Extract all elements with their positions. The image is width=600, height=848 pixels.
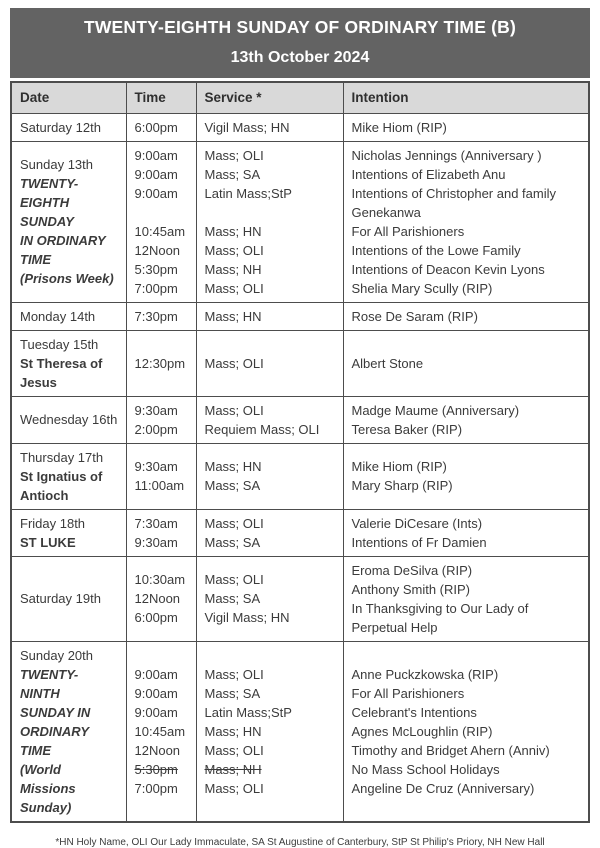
cell-line: Latin Mass;StP xyxy=(204,185,292,201)
cell-line: Mass; OLI xyxy=(204,515,264,531)
intention-cell xyxy=(343,113,589,141)
cell-line: 12:30pm xyxy=(134,355,186,371)
cell-line: 12Noon xyxy=(134,242,181,258)
cell-line: Vigil Mass; HN xyxy=(204,610,290,625)
cell-line: No Mass School Holidays xyxy=(351,761,500,777)
cell-line: Shelia Mary Scully (RIP) xyxy=(351,280,493,296)
cell-line: Mass; SA xyxy=(204,166,261,182)
time-cell xyxy=(126,141,196,302)
cell-line: (Prisons Week) xyxy=(20,271,114,286)
cell-line: 7:30am xyxy=(134,515,178,531)
cell-line: Teresa Baker (RIP) xyxy=(351,421,463,437)
cell-line: 9:00am xyxy=(134,185,178,201)
cell-line: ORDINARY TIME xyxy=(20,723,89,758)
cell-line: 9:30am xyxy=(134,459,178,474)
date-cell xyxy=(11,443,126,509)
intention-cell xyxy=(343,330,589,396)
table-row xyxy=(11,141,589,302)
cell-line: Mass; OLI xyxy=(204,666,264,682)
service-cell xyxy=(196,641,343,822)
cell-line: 9:30am xyxy=(134,402,178,418)
cell-line: Saturday 12th xyxy=(20,119,101,135)
date-cell xyxy=(11,330,126,396)
cell-line: Vigil Mass; HN xyxy=(204,119,290,135)
cell-line: TIME xyxy=(20,252,52,267)
cell-line: Mass; OLI xyxy=(204,280,264,296)
cell-line: Mass; OLI xyxy=(204,742,264,758)
time-cell xyxy=(126,556,196,641)
cell-line: For All Parishioners xyxy=(351,223,465,239)
cell-line: EIGHTH SUNDAY xyxy=(20,195,74,229)
cell-line: 7:00pm xyxy=(134,280,178,296)
table-row xyxy=(11,396,589,443)
cell-line: 9:00am xyxy=(134,147,178,163)
cell-line: 6:00pm xyxy=(134,119,178,135)
date-cell xyxy=(11,556,126,641)
service-cell xyxy=(196,396,343,443)
column-header-service: Service * xyxy=(196,82,343,113)
cell-line: 7:30pm xyxy=(134,308,178,324)
column-header-intention: Intention xyxy=(343,82,589,113)
cell-line: 11:00am xyxy=(134,478,185,493)
cell-line: St Theresa of xyxy=(20,355,103,371)
intention-cell xyxy=(343,396,589,443)
cell-line: (World Missions xyxy=(20,761,76,796)
cell-line: Mass; OLI xyxy=(204,572,264,587)
cell-line: Anne Puckzkowska (RIP) xyxy=(351,666,499,682)
table-row xyxy=(11,330,589,396)
service-cell xyxy=(196,443,343,509)
page-title: TWENTY-EIGHTH SUNDAY OF ORDINARY TIME (B) xyxy=(83,17,517,37)
time-cell xyxy=(126,509,196,556)
cell-line: Friday 18th xyxy=(20,515,86,531)
cell-line: Intentions of the Lowe Family xyxy=(351,242,521,258)
intention-cell xyxy=(343,302,589,330)
date-cell xyxy=(11,509,126,556)
cell-line: 10:45am xyxy=(134,723,186,739)
cell-line: Mass; OLI xyxy=(204,355,264,371)
cell-line: Perpetual Help xyxy=(351,619,438,635)
cell-line: 6:00pm xyxy=(134,610,178,625)
cell-line: Intentions of Deacon Kevin Lyons xyxy=(351,261,545,277)
cell-line: Valerie DiCesare (Ints) xyxy=(351,515,483,531)
cell-line: Intentions of Elizabeth Anu xyxy=(351,166,506,182)
cell-line: 9:00am xyxy=(134,666,178,682)
intention-cell xyxy=(343,509,589,556)
cell-line: In Thanksgiving to Our Lady of xyxy=(351,600,529,616)
cell-line: Mass; SA xyxy=(204,685,261,701)
cell-line: Thursday 17th xyxy=(20,449,104,465)
cell-line xyxy=(135,203,188,222)
cell-line xyxy=(205,203,335,222)
cell-line: Eroma DeSilva (RIP) xyxy=(351,562,473,578)
cell-line: Albert Stone xyxy=(351,355,424,371)
cell-line: 9:00am xyxy=(134,704,178,720)
service-cell xyxy=(196,141,343,302)
cell-line: 9:00am xyxy=(134,685,178,701)
table-row xyxy=(11,302,589,330)
cell-line: Mass; SA xyxy=(204,591,261,606)
service-cell xyxy=(196,330,343,396)
cell-line: Timothy and Bridget Ahern (Anniv) xyxy=(351,742,550,758)
intention-cell xyxy=(343,641,589,822)
cell-line: Mass; OLI xyxy=(204,147,264,163)
cell-line: Saturday 19th xyxy=(20,591,101,606)
cell-line: Antioch xyxy=(20,487,69,503)
cell-line: Mass; SA xyxy=(204,534,261,550)
cell-line: Intentions of Christopher and family xyxy=(351,185,556,201)
cell-line: 12Noon xyxy=(134,591,181,606)
cell-line: Rose De Saram (RIP) xyxy=(351,308,478,324)
cell-line: Genekanwa xyxy=(351,204,421,220)
cell-line: Madge Maume (Anniversary) xyxy=(351,402,520,418)
cell-line: 9:00am xyxy=(134,166,178,182)
table-row xyxy=(11,641,589,822)
cell-line: Mike Hiom (RIP) xyxy=(351,119,447,135)
column-header-time: Time xyxy=(126,82,196,113)
cell-line: Mike Hiom (RIP) xyxy=(351,459,447,474)
cell-line: Mass; OLI xyxy=(204,242,264,258)
intention-cell xyxy=(343,443,589,509)
mass-schedule-table xyxy=(10,81,590,823)
page-subtitle-date: 13th October 2024 xyxy=(230,49,370,66)
cell-line: Mass; NH xyxy=(204,761,262,777)
cell-line: TWENTY-NINTH xyxy=(20,666,79,701)
cell-line: Agnes McLoughlin (RIP) xyxy=(351,723,493,739)
cell-line: Nicholas Jennings (Anniversary ) xyxy=(351,147,542,163)
intention-cell xyxy=(343,141,589,302)
cell-line: 10:30am xyxy=(134,572,186,587)
cell-line: IN ORDINARY xyxy=(20,233,106,248)
service-cell xyxy=(196,113,343,141)
schedule-table-body xyxy=(11,113,589,822)
cell-line: Mass; HN xyxy=(204,723,262,739)
cell-line: Mass; OLI xyxy=(204,402,264,418)
cell-line: 7:00pm xyxy=(134,780,178,796)
cell-line: Sunday) xyxy=(20,799,72,815)
column-header-date: Date xyxy=(11,82,126,113)
date-cell xyxy=(11,141,126,302)
cell-line: Requiem Mass; OLI xyxy=(204,421,320,437)
cell-line: Mass; SA xyxy=(204,478,261,493)
cell-line: 5:30pm xyxy=(134,261,178,277)
cell-line: 2:00pm xyxy=(134,421,178,437)
table-row xyxy=(11,509,589,556)
abbreviations-footnote: *HN Holy Name, OLI Our Lady Immaculate, SA St Augustine of Canterbury, StP St Philip's Priory, NH New Hall xyxy=(55,836,545,848)
cell-line: Intentions of Fr Damien xyxy=(351,534,487,550)
cell-line: ST LUKE xyxy=(20,534,76,550)
table-row xyxy=(11,556,589,641)
cell-line: Anthony Smith (RIP) xyxy=(351,581,470,597)
date-cell xyxy=(11,113,126,141)
cell-line: Wednesday 16th xyxy=(20,412,118,427)
cell-line: Mass; OLI xyxy=(204,780,264,796)
cell-line: 10:45am xyxy=(134,223,186,239)
cell-line: For All Parishioners xyxy=(351,685,465,701)
schedule-title-bar xyxy=(10,8,590,78)
cell-line: 12Noon xyxy=(134,742,181,758)
cell-line: TWENTY- xyxy=(20,176,79,191)
cell-line: Sunday 13th xyxy=(20,157,94,172)
cell-line: 5:30pm xyxy=(134,761,178,777)
cell-line: St Ignatius of xyxy=(20,468,103,484)
cell-line: Mass; HN xyxy=(204,308,262,324)
date-cell xyxy=(11,396,126,443)
cell-line: Sunday 20th xyxy=(20,647,94,663)
service-cell xyxy=(196,302,343,330)
time-cell xyxy=(126,641,196,822)
time-cell xyxy=(126,302,196,330)
date-cell xyxy=(11,302,126,330)
table-row xyxy=(11,113,589,141)
cell-line: Mary Sharp (RIP) xyxy=(351,478,453,493)
date-cell xyxy=(11,641,126,822)
table-header-row xyxy=(11,82,589,113)
cell-line: 9:30am xyxy=(134,534,178,550)
time-cell xyxy=(126,396,196,443)
cell-line: SUNDAY IN xyxy=(20,704,91,720)
time-cell xyxy=(126,113,196,141)
service-cell xyxy=(196,509,343,556)
service-cell xyxy=(196,556,343,641)
time-cell xyxy=(126,443,196,509)
cell-line: Monday 14th xyxy=(20,308,96,324)
cell-line: Latin Mass;StP xyxy=(204,704,292,720)
cell-line: Tuesday 15th xyxy=(20,336,99,352)
cell-line: Mass; HN xyxy=(204,459,262,474)
cell-line: Angeline De Cruz (Anniversary) xyxy=(351,780,535,796)
table-row xyxy=(11,443,589,509)
time-cell xyxy=(126,330,196,396)
cell-line: Celebrant's Intentions xyxy=(351,704,477,720)
cell-line: Jesus xyxy=(20,374,57,390)
cell-line: Mass; NH xyxy=(204,261,262,277)
intention-cell xyxy=(343,556,589,641)
cell-line: Mass; HN xyxy=(204,223,262,239)
